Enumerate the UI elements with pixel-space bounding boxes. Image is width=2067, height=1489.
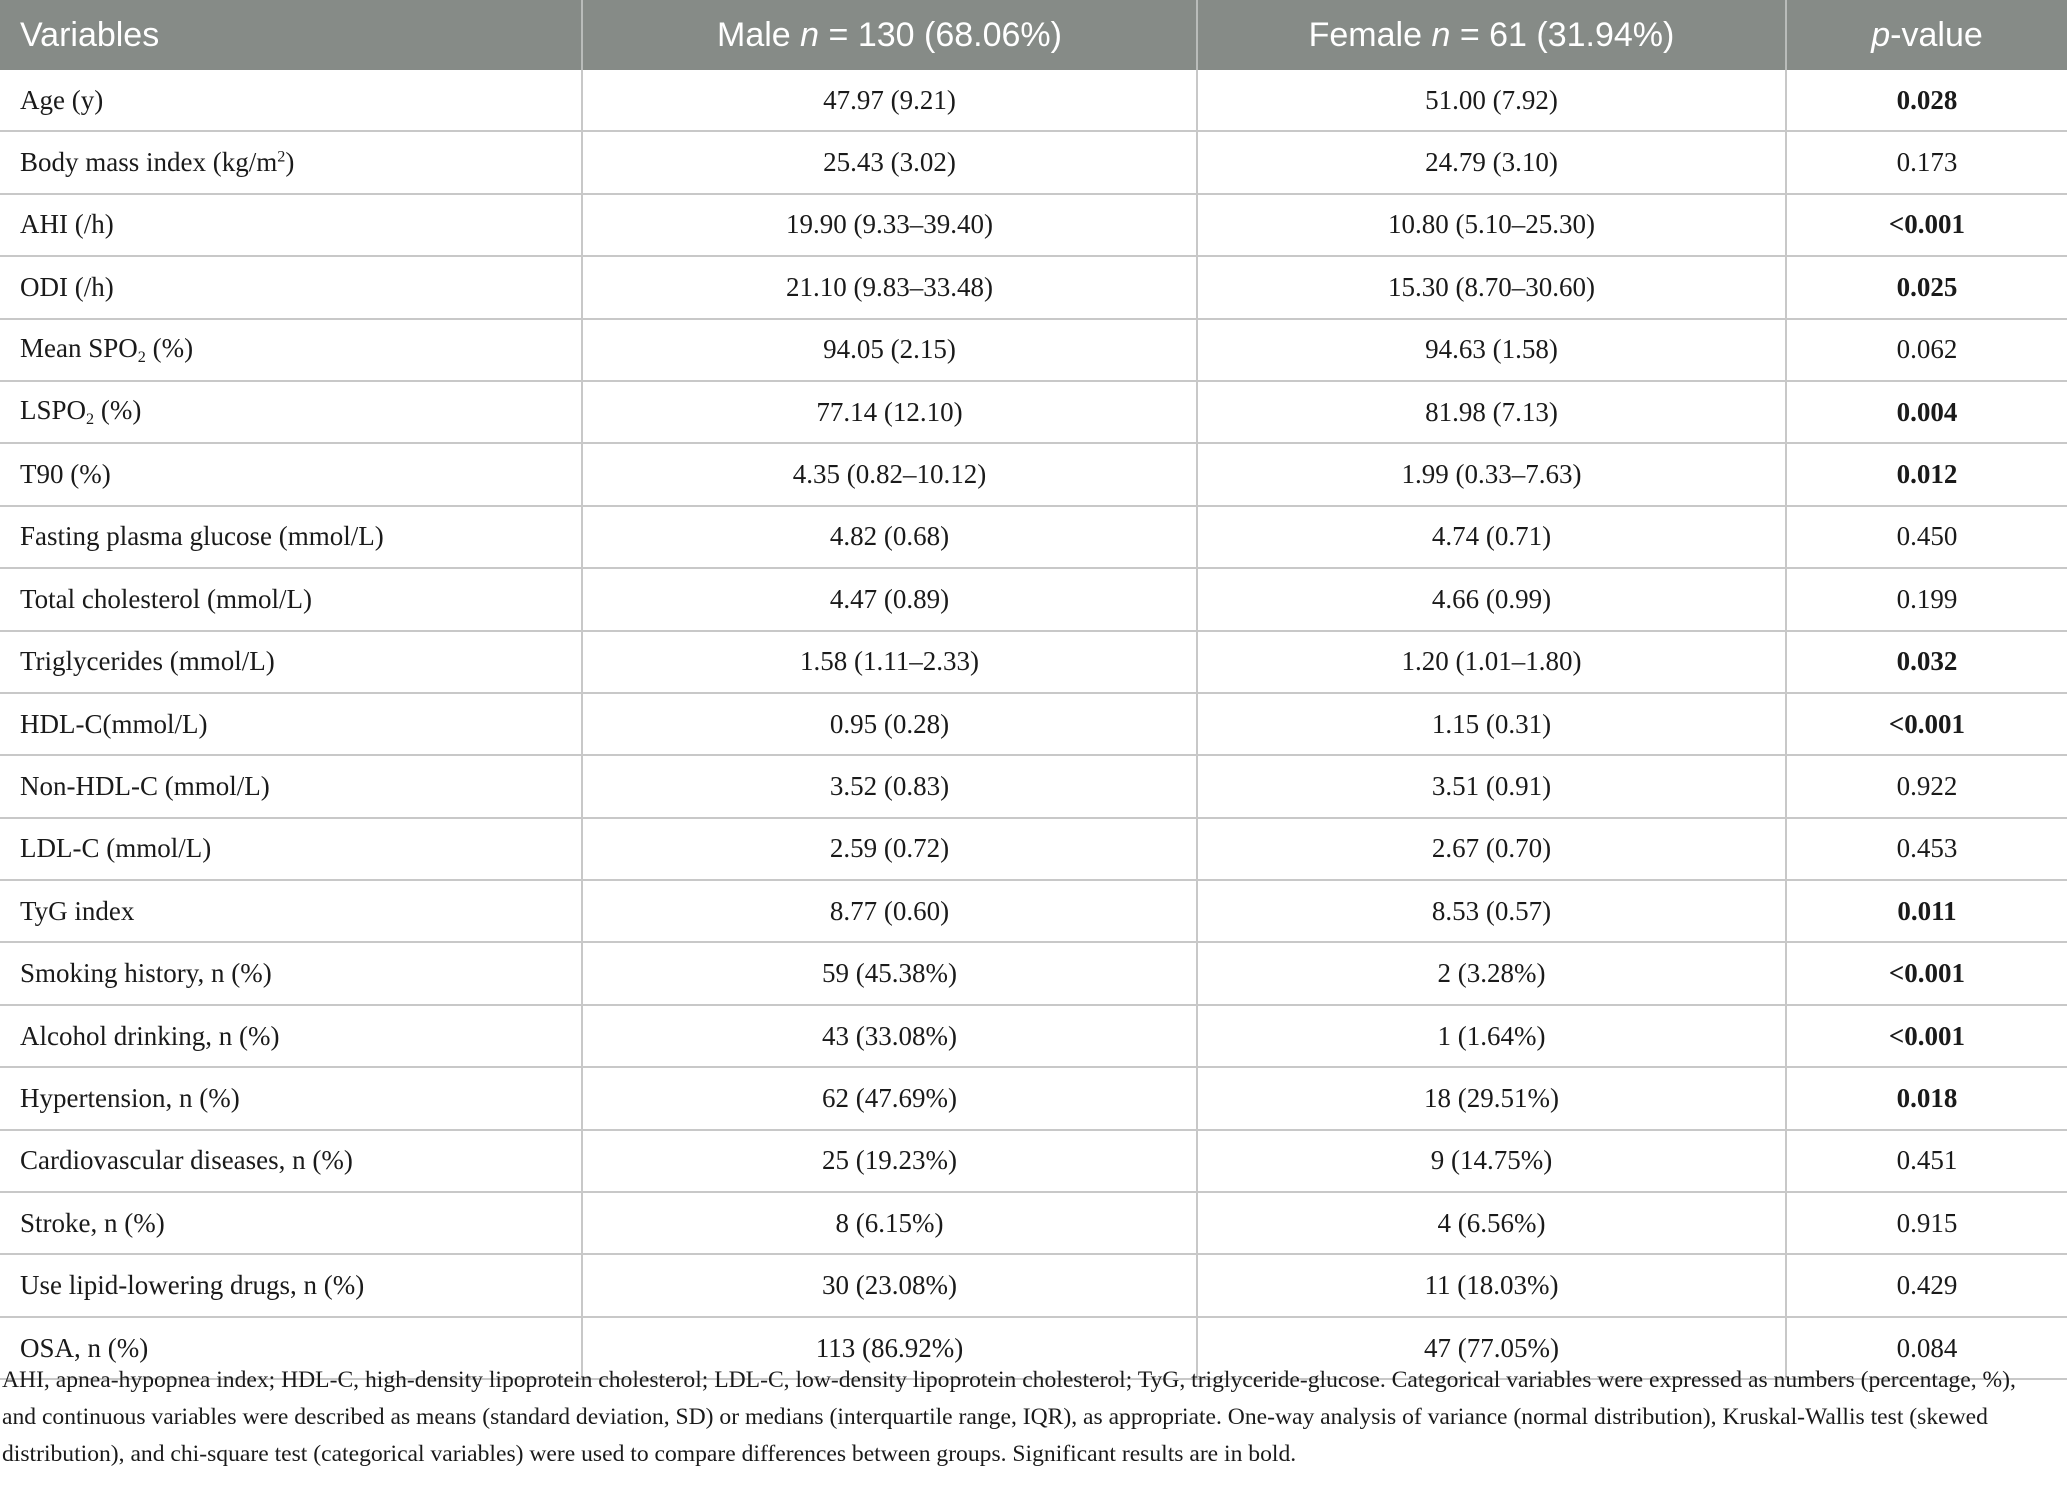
variable-label: HDL-C(mmol/L)	[20, 708, 208, 739]
table-row	[0, 443, 2067, 505]
variable-label: Fasting plasma glucose (mmol/L)	[20, 521, 384, 552]
female-value-cell: 3.51 (0.91)	[1197, 755, 1786, 817]
table-body	[0, 70, 2067, 1379]
variable-cell	[0, 131, 582, 193]
variable-label: Triglycerides (mmol/L)	[20, 646, 275, 677]
female-value-cell: 8.53 (0.57)	[1197, 880, 1786, 942]
p-value-cell: <0.001	[1786, 1005, 2067, 1067]
female-value-cell: 4.66 (0.99)	[1197, 568, 1786, 630]
male-value-cell: 30 (23.08%)	[582, 1254, 1197, 1316]
p-value-cell: 0.004	[1786, 381, 2067, 443]
female-value-cell: 1 (1.64%)	[1197, 1005, 1786, 1067]
male-value-cell: 25.43 (3.02)	[582, 131, 1197, 193]
female-value-cell: 1.99 (0.33–7.63)	[1197, 443, 1786, 505]
p-value-cell: 0.173	[1786, 131, 2067, 193]
female-value-cell: 51.00 (7.92)	[1197, 70, 1786, 131]
variable-label: Non-HDL-C (mmol/L)	[20, 770, 270, 801]
female-value-cell: 81.98 (7.13)	[1197, 381, 1786, 443]
male-value-cell: 4.82 (0.68)	[582, 506, 1197, 568]
table-row	[0, 194, 2067, 256]
female-value-cell: 11 (18.03%)	[1197, 1254, 1786, 1316]
p-value-cell: 0.429	[1786, 1254, 2067, 1316]
female-value-cell: 4 (6.56%)	[1197, 1192, 1786, 1254]
male-value-cell: 0.95 (0.28)	[582, 693, 1197, 755]
female-value-cell: 10.80 (5.10–25.30)	[1197, 194, 1786, 256]
male-value-cell: 8.77 (0.60)	[582, 880, 1197, 942]
female-value-cell: 1.20 (1.01–1.80)	[1197, 631, 1786, 693]
variable-label-suffix: (%)	[94, 395, 142, 426]
male-value-cell: 62 (47.69%)	[582, 1067, 1197, 1129]
female-value-cell: 15.30 (8.70–30.60)	[1197, 256, 1786, 318]
male-value-cell: 94.05 (2.15)	[582, 319, 1197, 381]
table-row	[0, 256, 2067, 318]
table-footnote: AHI, apnea-hypopnea index; HDL-C, high-density lipoprotein cholesterol; LDL-C, low-density lipoprotein cholesterol; TyG, triglyceride-glucose. Categorical variables were expressed as numbers (percentage, %), and continuous variables were described as means (standard deviation, SD) or medians (interquartile range, IQR), as appropriate. One-way analysis of variance (normal distribution), Kruskal-Wallis test (skewed distribution), and chi-square test (categorical variables) were used to compare differences between groups. Significant results are in bold.	[2, 1367, 2016, 1467]
table-row	[0, 942, 2067, 1004]
female-value-cell: 1.15 (0.31)	[1197, 693, 1786, 755]
table-row	[0, 880, 2067, 942]
header-p-italic: p	[1871, 15, 1891, 54]
variable-cell	[0, 1130, 582, 1192]
header-variables: Variables	[0, 0, 582, 70]
variable-cell	[0, 942, 582, 1004]
variable-label: LDL-C (mmol/L)	[20, 833, 212, 864]
header-p-suffix: -value	[1890, 15, 1983, 54]
p-value-cell: 0.062	[1786, 319, 2067, 381]
male-value-cell: 1.58 (1.11–2.33)	[582, 631, 1197, 693]
p-value-cell: 0.032	[1786, 631, 2067, 693]
p-value-cell: 0.922	[1786, 755, 2067, 817]
variable-label: Total cholesterol (mmol/L)	[20, 583, 313, 614]
table-row	[0, 319, 2067, 381]
variable-label: Alcohol drinking, n (%)	[20, 1020, 280, 1051]
variable-label-suffix: (%)	[145, 332, 194, 363]
table-row	[0, 131, 2067, 193]
male-value-cell: 47.97 (9.21)	[582, 70, 1197, 131]
variable-cell	[0, 1254, 582, 1316]
variable-label: OSA, n (%)	[20, 1332, 149, 1363]
header-p-value	[1786, 0, 2067, 70]
variable-label: Body mass index (kg/m	[20, 147, 278, 178]
male-value-cell: 19.90 (9.33–39.40)	[582, 194, 1197, 256]
variable-label-script: 2	[86, 410, 95, 429]
header-male-label: Male	[717, 15, 791, 54]
variable-label: Cardiovascular diseases, n (%)	[20, 1145, 353, 1176]
variable-cell	[0, 568, 582, 630]
male-value-cell: 77.14 (12.10)	[582, 381, 1197, 443]
table-row	[0, 755, 2067, 817]
p-value-cell: 0.453	[1786, 818, 2067, 880]
header-female-label: Female	[1308, 15, 1422, 54]
female-value-cell: 47 (77.05%)	[1197, 1317, 1786, 1379]
variable-cell	[0, 194, 582, 256]
p-value-cell: 0.012	[1786, 443, 2067, 505]
table-row	[0, 631, 2067, 693]
table-row	[0, 381, 2067, 443]
header-male	[582, 0, 1197, 70]
p-value-cell: 0.450	[1786, 506, 2067, 568]
male-value-cell: 59 (45.38%)	[582, 942, 1197, 1004]
table-row	[0, 1067, 2067, 1129]
p-value-cell: 0.025	[1786, 256, 2067, 318]
header-male-n: n	[800, 15, 820, 54]
variable-cell	[0, 693, 582, 755]
male-value-cell: 113 (86.92%)	[582, 1317, 1197, 1379]
variable-label: Stroke, n (%)	[20, 1207, 165, 1238]
variable-cell	[0, 381, 582, 443]
male-value-cell: 4.35 (0.82–10.12)	[582, 443, 1197, 505]
variable-label: Age (y)	[20, 84, 104, 115]
variable-cell	[0, 755, 582, 817]
variable-label-suffix: )	[285, 147, 295, 178]
header-female-count: = 61 (31.94%)	[1450, 15, 1675, 54]
male-value-cell: 21.10 (9.83–33.48)	[582, 256, 1197, 318]
p-value-cell: <0.001	[1786, 194, 2067, 256]
table-row	[0, 506, 2067, 568]
p-value-cell: 0.084	[1786, 1317, 2067, 1379]
variable-label: ODI (/h)	[20, 271, 114, 302]
male-value-cell: 8 (6.15%)	[582, 1192, 1197, 1254]
variable-cell	[0, 1005, 582, 1067]
header-row	[0, 0, 2067, 70]
p-value-cell: <0.001	[1786, 693, 2067, 755]
table-row	[0, 1130, 2067, 1192]
header-male-count: = 130 (68.06%)	[819, 15, 1062, 54]
p-value-cell: 0.451	[1786, 1130, 2067, 1192]
p-value-cell: 0.199	[1786, 568, 2067, 630]
p-value-cell: <0.001	[1786, 942, 2067, 1004]
female-value-cell: 2.67 (0.70)	[1197, 818, 1786, 880]
variable-cell	[0, 818, 582, 880]
female-value-cell: 18 (29.51%)	[1197, 1067, 1786, 1129]
variable-label-script: 2	[277, 147, 286, 166]
table-row	[0, 693, 2067, 755]
female-value-cell: 9 (14.75%)	[1197, 1130, 1786, 1192]
header-female	[1197, 0, 1786, 70]
variable-label: Mean SPO	[20, 332, 138, 363]
table-row	[0, 1254, 2067, 1316]
variable-cell	[0, 631, 582, 693]
table-row	[0, 568, 2067, 630]
table-row	[0, 1005, 2067, 1067]
female-value-cell: 24.79 (3.10)	[1197, 131, 1786, 193]
header-female-n: n	[1431, 15, 1451, 54]
variable-cell	[0, 1067, 582, 1129]
variable-label: Hypertension, n (%)	[20, 1082, 240, 1113]
variable-label: AHI (/h)	[20, 209, 114, 240]
variable-cell	[0, 880, 582, 942]
table-row	[0, 70, 2067, 131]
variable-label: TyG index	[20, 895, 135, 926]
p-value-cell: 0.011	[1786, 880, 2067, 942]
variable-cell	[0, 506, 582, 568]
male-value-cell: 43 (33.08%)	[582, 1005, 1197, 1067]
variable-label: Smoking history, n (%)	[20, 958, 272, 989]
variable-cell	[0, 443, 582, 505]
male-value-cell: 4.47 (0.89)	[582, 568, 1197, 630]
p-value-cell: 0.915	[1786, 1192, 2067, 1254]
female-value-cell: 4.74 (0.71)	[1197, 506, 1786, 568]
female-value-cell: 94.63 (1.58)	[1197, 319, 1786, 381]
variable-cell	[0, 319, 582, 381]
variable-cell	[0, 256, 582, 318]
variable-cell	[0, 70, 582, 131]
p-value-cell: 0.018	[1786, 1067, 2067, 1129]
variable-cell	[0, 1192, 582, 1254]
variable-label-script: 2	[137, 347, 146, 366]
variable-label: Use lipid-lowering drugs, n (%)	[20, 1270, 365, 1301]
male-value-cell: 3.52 (0.83)	[582, 755, 1197, 817]
male-value-cell: 2.59 (0.72)	[582, 818, 1197, 880]
table-row	[0, 818, 2067, 880]
table-row	[0, 1192, 2067, 1254]
female-value-cell: 2 (3.28%)	[1197, 942, 1786, 1004]
variable-label: T90 (%)	[20, 459, 111, 490]
male-value-cell: 25 (19.23%)	[582, 1130, 1197, 1192]
p-value-cell: 0.028	[1786, 70, 2067, 131]
table-header	[0, 0, 2067, 70]
variable-label: LSPO	[20, 395, 87, 426]
